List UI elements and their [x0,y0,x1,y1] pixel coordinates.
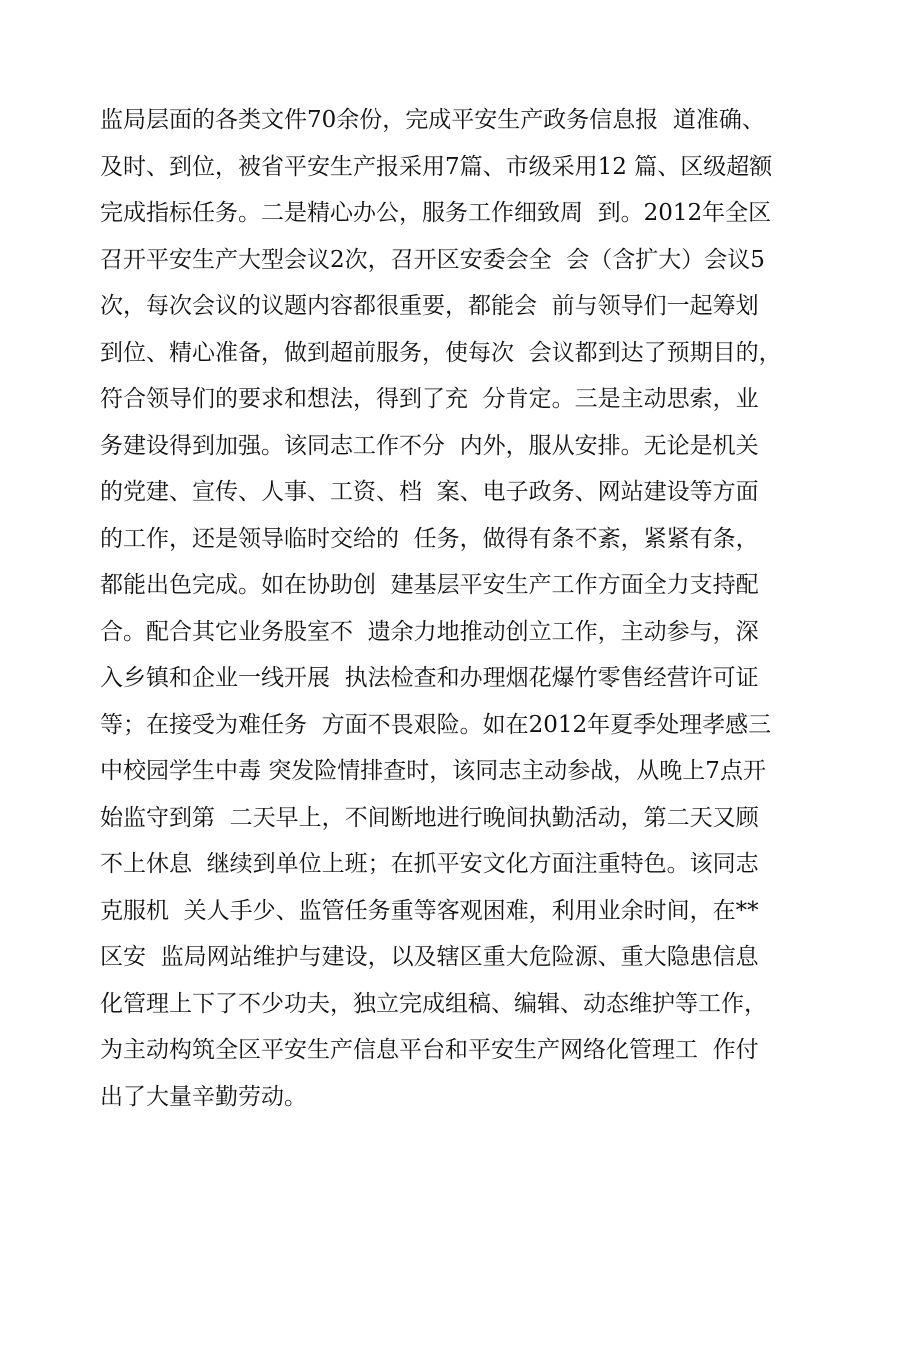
text-line: 及时、到位，被省平安生产报采用7篇、市级采用12 篇、区级超额 [100,153,773,180]
text-line: 不上休息 继续到单位上班；在抓平安文化方面注重特色。该同志 [100,851,759,877]
text-line: 等；在接受为难任务 方面不畏艰险。如在2012年夏季处理孝感三 [100,711,772,738]
text-line: 到位、精心准备，做到超前服务，使每次 会议都到达了预期目的， [100,339,782,366]
text-line: 为主动构筑全区平安生产信息平台和平安生产网络化管理工 作付 [100,1037,759,1063]
text-line: 入乡镇和企业一线开展 执法检查和办理烟花爆竹零售经营许可证 [100,665,759,691]
text-line: 务建设得到加强。该同志工作不分 内外，服从安排。无论是机关 [100,432,759,459]
text-line: 中校园学生中毒 突发险情排查时，该同志主动参战，从晚上7点开 [100,758,766,784]
text-line: 出了大量辛勤劳动。 [100,1083,307,1110]
text-line: 完成指标任务。二是精心办公，服务工作细致周 到。2012年全区 [100,200,772,226]
body-paragraph [100,97,860,1120]
text-line: 的党建、宣传、人事、工资、档 案、电子政务、网站建设等方面 [100,479,759,505]
text-line: 的工作，还是领导临时交给的 任务，做得有条不紊，紧紧有条， [100,525,759,552]
text-line: 都能出色完成。如在协助创 建基层平安生产工作方面全力支持配 [100,572,759,598]
text-line: 召开平安生产大型会议2次，召开区安委会全 会（含扩大）会议5 [100,246,765,273]
text-line: 区安 监局网站维护与建设，以及辖区重大危险源、重大隐患信息 [100,944,759,970]
text-line: 次，每次会议的议题内容都很重要，都能会 前与领导们一起筹划 [100,293,759,319]
text-line: 化管理上下了不少功夫，独立完成组稿、编辑、动态维护等工作， [100,990,767,1017]
text-line: 合。配合其它业务股室不 遗余力地推动创立工作，主动参与，深 [100,618,759,645]
text-line: 始监守到第 二天早上，不间断地进行晚间执勤活动，第二天又顾 [100,804,759,831]
text-line: 符合领导们的要求和想法，得到了充 分肯定。三是主动思索，业 [100,386,759,412]
text-line: 克服机 关人手少、监管任务重等客观困难，利用业余时间，在** [100,897,759,924]
text-line: 监局层面的各类文件70余份，完成平安生产政务信息报 道准确、 [100,107,765,133]
